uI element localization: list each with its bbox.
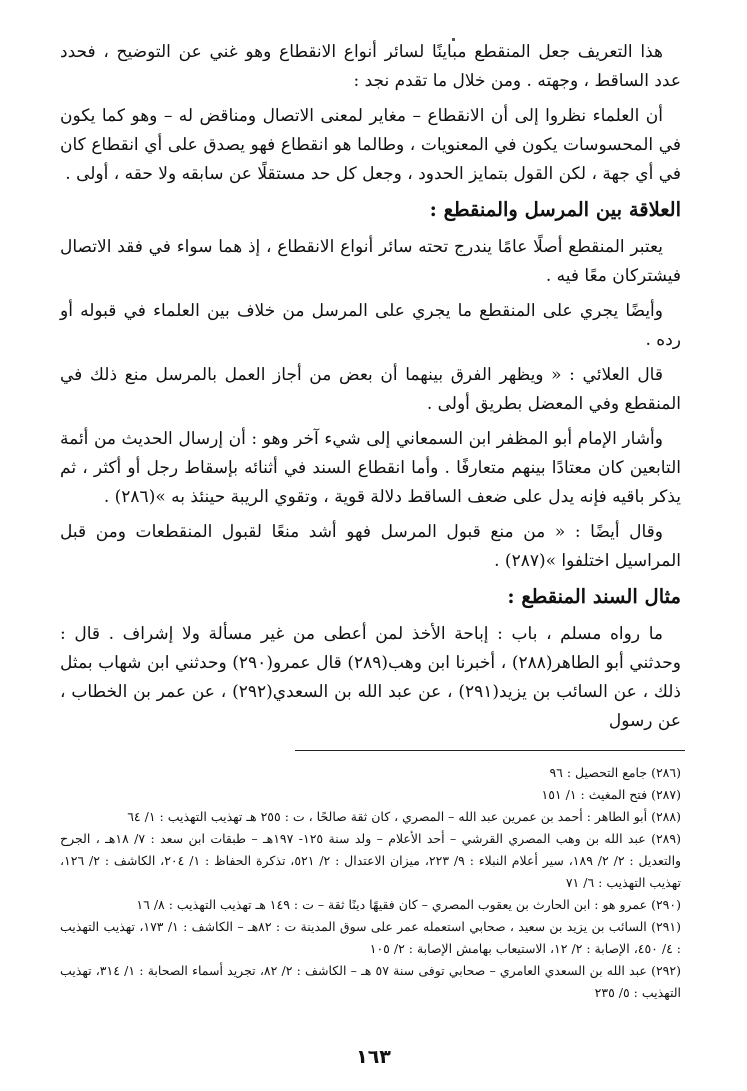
footnote-286: (٢٨٦) جامع التحصيل : ٩٦ xyxy=(549,765,681,780)
paragraph-relation-3: قال العلائي : « ويظهر الفرق بينهما أن بعض من أجاز العمل بالمرسل منع ذلك في المنقطع وفي المعضل بطريق أولى . xyxy=(60,365,681,414)
heading-relation: العلاقة بين المرسل والمنقطع : xyxy=(429,198,681,221)
main-text xyxy=(60,38,681,742)
paragraph-relation-4: وأشار الإمام أبو المظفر ابن السمعاني إلى شيء آخر وهو : أن إرسال الحديث من أئمة التابعين كان معتادًا بينهم متعارفًا . وأما انقطاع السند في أثنائه بإسقاط رجل أو أكثر ، ثم يذكر باقيه فإنه يدل على ضعف الساقط دلالة قوية ، وتقوي الريبة حينئذ به »(٢٨٦) . xyxy=(60,429,681,507)
footnote-divider xyxy=(295,750,685,751)
paragraph-relation-2: وأيضًا يجري على المنقطع ما يجري على المرسل من خلاف بين العلماء في قبوله أو رده . xyxy=(60,301,681,350)
footnote-287: (٢٨٧) فتح المغيث : ١/ ١٥١ xyxy=(541,787,681,802)
paragraph-scholars-view: أن العلماء نظروا إلى أن الانقطاع – مغاير لمعنى الاتصال ومناقض له – وهو كما يكون في المحسوسات يكون في المعنويات ، وطالما هو انقطاع فهو يصدق على أي انقطاع كان في أي جهة ، لكن القول بتمايز الحدود ، وجعل كل حد مستقلًا عن سابقه ولا حقه ، أولى . xyxy=(60,106,681,184)
footnote-289: (٢٨٩) عبد الله بن وهب المصري القرشي – أحد الأعلام – ولد سنة ١٢٥- ١٩٧هـ – طبقات ابن سعد : ٧/ ١٨هـ ، الجرح والتعديل : ٢/ ٢/ ١٨٩، سير أعلام النبلاء : ٩/ ٢٢٣، ميزان الاعتدال : ٢/ ٥٢١، تذكرة الحفاظ : ١/ ٢٠٤، الكاشف : ٢/ ١٢٦، تهذيب التهذيب : ٦/ ٧١ xyxy=(60,831,682,890)
footnote-292: (٢٩٢) عبد الله بن السعدي العامري – صحابي توفى سنة ٥٧ هـ – الكاشف : ٢/ ٨٢، تجريد أسماء الصحابة : ١/ ٣١٤، تهذيب التهذيب : ٥/ ٢٣٥ xyxy=(60,963,682,1000)
footnote-291: (٢٩١) السائب بن يزيد بن سعيد ، صحابي استعمله عمر على سوق المدينة ت : ٨٢هـ – الكاشف : ١/ ١٧٣، تهذيب التهذيب : ٤/ ٤٥٠، الإصابة : ٢/ ١٢، الاستيعاب بهامش الإصابة : ٢/ ١٠٥ xyxy=(60,919,682,956)
heading-example: مثال السند المنقطع : xyxy=(507,585,681,608)
page-number: ١٦٣ xyxy=(356,1046,391,1068)
paragraph-definition-note: هذا التعريف جعل المنقطع مباينًا لسائر أنواع الانقطاع وهو غني عن التوضيح ، فحدد عدد الساقط ، وجهته . ومن خلال ما تقدم نجد : xyxy=(60,42,681,91)
paragraph-example: ما رواه مسلم ، باب : إباحة الأخذ لمن أعطى من غير مسألة ولا إشراف . قال : وحدثني أبو الطاهر(٢٨٨) ، أخبرنا ابن وهب(٢٨٩) قال عمرو(٢٩٠) وحدثني ابن شهاب بمثل ذلك ، عن السائب بن يزيد(٢٩١) ، عن عبد الله بن السعدي(٢٩٢) ، عن عمر بن الخطاب ، عن رسول xyxy=(60,624,681,731)
footnote-288: (٢٨٨) أبو الطاهر : أحمد بن عمرين عبد الله – المصري ، كان ثقة صالحًا ، ت : ٢٥٥ هـ تهذيب التهذيب : ١/ ٦٤ xyxy=(127,809,681,824)
footnote-290: (٢٩٠) عمرو هو : ابن الحارث بن يعقوب المصري – كان فقيهًا دينًا ثقة – ت : ١٤٩ هـ تهذيب التهذيب : ٨/ ١٦ xyxy=(136,897,681,912)
paragraph-relation-1: يعتبر المنقطع أصلًا عامًا يندرج تحته سائر أنواع الانقطاع ، إذ هما سواء في فقد الاتصال فيشتركان معًا فيه . xyxy=(60,237,681,286)
footnotes xyxy=(60,762,681,1004)
paragraph-relation-5: وقال أيضًا : « من منع قبول المرسل فهو أشد منعًا لقبول المنقطعات ومن قبل المراسيل اختلفوا »(٢٨٧) . xyxy=(60,522,681,571)
